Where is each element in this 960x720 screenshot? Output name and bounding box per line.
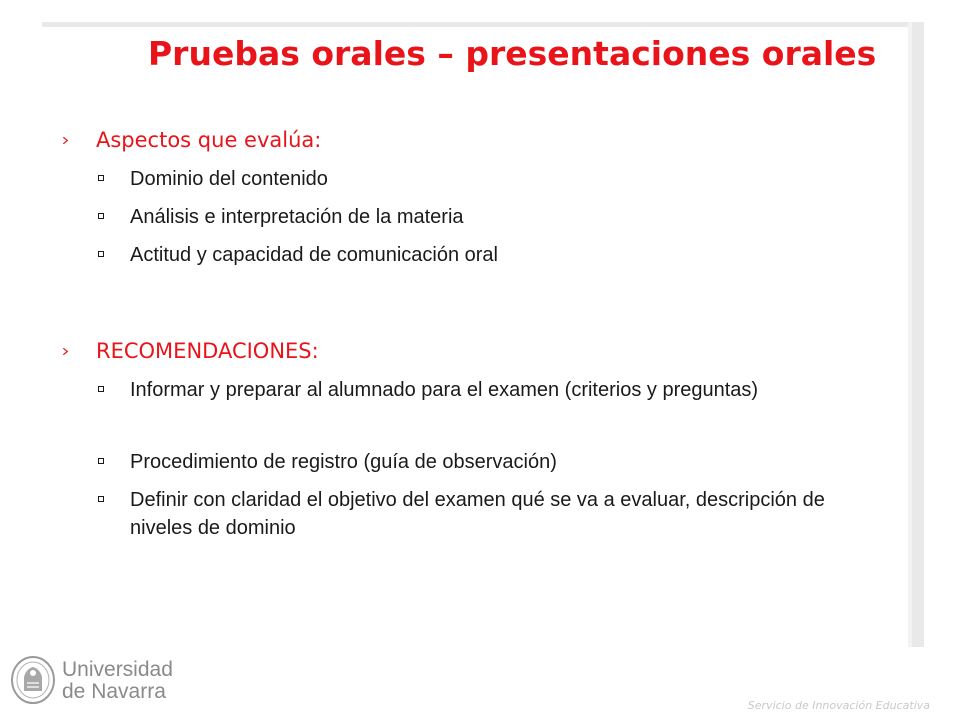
- square-bullet-icon: [98, 458, 104, 464]
- square-bullet-icon: [98, 496, 104, 502]
- list-item: [98, 241, 898, 269]
- list-item: [98, 203, 898, 231]
- list-item: [98, 165, 898, 193]
- university-name-line2: de Navarra: [62, 680, 166, 703]
- chevron-right-icon: [62, 347, 71, 356]
- square-bullet-icon: [98, 213, 104, 219]
- top-frame-rule: [42, 22, 924, 27]
- list-item-text: Dominio del contenido: [130, 168, 328, 190]
- square-bullet-icon: [98, 251, 104, 257]
- list-item: [98, 448, 898, 476]
- square-bullet-icon: [98, 175, 104, 181]
- section-heading-label: Aspectos que evalúa:: [96, 128, 322, 152]
- list-item-text: Procedimiento de registro (guía de observación): [130, 451, 557, 473]
- side-frame-rule: [912, 22, 924, 647]
- list-item-text: Análisis e interpretación de la materia: [130, 206, 464, 228]
- list-item: [98, 486, 888, 542]
- square-bullet-icon: [98, 386, 104, 392]
- section-heading-label: RECOMENDACIONES:: [96, 339, 319, 363]
- section-heading-recomendaciones: [62, 339, 319, 363]
- service-footer: Servicio de Innovación Educativa: [747, 699, 930, 712]
- slide-title: Pruebas orales – presentaciones orales: [148, 34, 877, 73]
- list-item-text: Actitud y capacidad de comunicación oral: [130, 244, 498, 266]
- list-item: [98, 376, 858, 404]
- chevron-right-icon: [62, 136, 71, 145]
- university-name-line1: Universidad: [62, 658, 173, 681]
- list-item-text: Informar y preparar al alumnado para el examen (criterios y preguntas): [130, 379, 759, 401]
- list-item-text: Definir con claridad el objetivo del examen qué se va a evaluar, descripción de niveles de dominio: [130, 489, 825, 539]
- university-seal-icon: [10, 655, 56, 705]
- university-name: [62, 659, 173, 703]
- section-heading-aspectos: [62, 128, 321, 152]
